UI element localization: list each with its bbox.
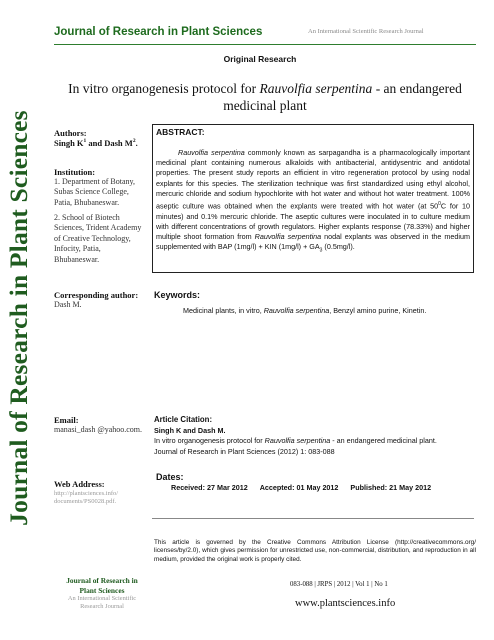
institution-line: Subas Science College, [54, 187, 129, 197]
footer-website-link[interactable]: www.plantsciences.info [295, 598, 396, 609]
institution-line: Sciences, Trident Academy [54, 223, 142, 233]
footer-tagline [52, 595, 152, 612]
institution-2 [54, 213, 141, 265]
abstract-text [156, 148, 470, 256]
keywords-part-1: Medicinal plants, in vitro, [183, 306, 264, 315]
keywords-text [183, 306, 426, 315]
accepted-label: Accepted: [259, 483, 295, 492]
citation-title [154, 436, 474, 446]
header-tagline: An International Scientific Research Journal [308, 28, 424, 35]
institution-label: Institution: [54, 167, 96, 177]
institution-line: of Creative Technology, [54, 233, 131, 243]
header-divider [54, 44, 476, 45]
citation-title-2: - an endangered medicinal plant. [330, 436, 437, 446]
keywords-label: Keywords: [154, 290, 201, 300]
footer-journal-line: Plant Sciences [79, 585, 125, 595]
authors-names [54, 138, 138, 148]
author-2-affil: 2 [132, 138, 136, 145]
email-value[interactable]: manasi_dash @yahoo.com. [54, 425, 143, 434]
license-text: This article is governed by the Creative Commons Attribution License (http://creativecommons.org/ licenses/by/2.0), which gives permission for unrestricted use, non-commercial, distribution, and reproduction in all medium, provided the original work is properly cited. [154, 539, 476, 563]
institution-line: Bhubaneswar. [54, 254, 100, 264]
article-title [54, 80, 476, 114]
published-date: 21 May 2012 [389, 483, 432, 492]
institution-1 [54, 177, 135, 208]
citation-title-1: In vitro organogenesis protocol for [154, 436, 265, 446]
footer-journal [52, 576, 152, 595]
dates-label: Dates: [156, 472, 184, 482]
title-part-1: In vitro organogenesis protocol for [68, 81, 260, 96]
web-address-line: documents/PS0028.pdf. [54, 498, 117, 505]
journal-spine [0, 0, 38, 640]
abstract-part-2: C for 10 minutes) and 0.1% mercuric chloride. The aseptic cultures were inoculated in to culture medium with different concentrations of growth regulators. Higher explants response (78.33%) and higher multiple shoot formation from [156, 201, 470, 242]
citation-species: Rauvolfia serpentina [264, 436, 331, 446]
institution-line: Patia, Bhubaneswar. [54, 197, 120, 207]
published-label: Published: [350, 483, 388, 492]
abstract-label: ABSTRACT: [156, 127, 205, 137]
spine-journal-name: Journal of Research in Plant Sciences [4, 110, 33, 526]
received-date: 27 Mar 2012 [206, 483, 248, 492]
license-divider [152, 518, 474, 519]
received-label: Received: [171, 483, 205, 492]
footer-tagline-line: An International Scientific [67, 595, 137, 602]
abstract-subscript: 3 [319, 247, 323, 254]
abstract-part-3: nodal explants was observed in the medium supplemented with BAP (1mg/l) + KIN (1mg/l) + GA [156, 232, 470, 252]
institution-line: Infocity, Patia, [54, 244, 101, 254]
email-label: Email: [54, 415, 79, 425]
authors-label: Authors: [54, 128, 87, 138]
abstract-species: Rauvolfia serpentina [178, 148, 245, 157]
web-address-line: http://plantsciences.info/ [54, 490, 119, 497]
corresponding-name: Dash M. [54, 300, 82, 309]
citation-authors: Singh K and Dash M. [154, 426, 226, 435]
abstract-degree: 0 [438, 201, 441, 208]
institution-line: 1. Department of Botany, [54, 177, 136, 186]
institution-line: 2. School of Biotech [54, 213, 120, 222]
abstract-part-1: commonly known as sarpagandha is a pharmacologically important medicinal plant containing numerous alkaloids with antibacterial, antidysentric and antidotal properties. The present study reports an efficient in vitro regeneration protocol by using nodal explants for this species. The sterilization technique was first standardized using ethyl alcohol, mercuric chloride and sodium hypochlorite with hot water and without hot water treatment. 100% aseptic culture was obtained when the explants were treated with hot water (at 50 [156, 148, 471, 211]
authors-end: . [135, 138, 138, 148]
keywords-species: Rauvolfia serpentina [263, 306, 330, 315]
author-2: and Dash M [86, 138, 133, 148]
keywords-part-2: , Benzyl amino purine, Kinetin. [329, 306, 427, 315]
author-1: Singh K [54, 138, 84, 148]
accepted-date: 01 May 2012 [296, 483, 339, 492]
footer-tagline-line: Research Journal [80, 603, 124, 611]
footer-reference: 083-088 | JRPS | 2012 | Vol 1 | No 1 [290, 581, 388, 588]
citation-label: Article Citation: [154, 415, 213, 424]
title-species: Rauvolfia serpentina [259, 81, 373, 96]
title-part-2: - an endangered medicinal plant [223, 81, 462, 113]
abstract-species-2: Rauvolfia serpentina [254, 232, 322, 242]
article-type: Original Research [223, 54, 297, 64]
author-1-affil: 1 [83, 138, 87, 145]
footer-journal-line: Journal of Research in [66, 576, 138, 585]
abstract-part-4: (0.5mg/l). [322, 242, 355, 252]
dates-line [171, 483, 431, 492]
citation-text [154, 426, 474, 457]
citation-journal: Journal of Research in Plant Sciences (2012) 1: 083-088 [154, 446, 335, 456]
header-journal-title: Journal of Research in Plant Sciences [54, 26, 263, 38]
web-address[interactable] [54, 490, 118, 506]
web-label: Web Address: [54, 479, 105, 489]
corresponding-label: Corresponding author: [54, 290, 139, 300]
